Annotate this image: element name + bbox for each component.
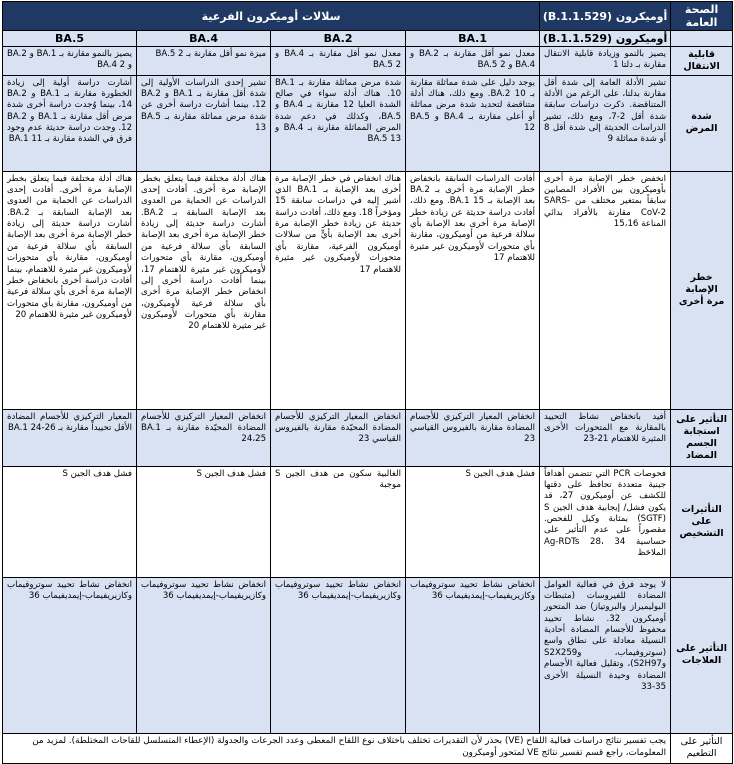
table-row: [3, 409, 733, 466]
cell-diagnostics-impact-ba2: الغالبية سكون من هدف الجين S موجبة: [271, 466, 406, 577]
cell-reinfection-risk-ba5: هناك أدلة مختلفة فيما يتعلق بخطر الإصابة مرة أخرى. أفادت إحدى الدراسات عن الحماية من العدوى بعد الإصابة السابقة بـ BA.2. أشارت دراسة حديثة إلى زيادة خطر الإصابة مرة أخرى بعد الإصابة السابقة بأي سلالة فرعية من أوميكرون، مقارنة بأي متحورات لأوميكرون غير مثيرة للاهتمام، بينما أفادت دراسة أخرى بانخفاض خطر الإصابة مرة أخرى بأي سلالة فرعية من أوميكرون، مقارنة بأي متحورات لأوميكرون غير مثيرة للاهتمام 20: [3, 171, 137, 409]
cell-transmissibility-ba2: معدل نمو أقل مقارنة بـ BA.4 و BA.5 2: [271, 47, 406, 76]
row-label-diagnostics-impact: التأثيرات على التشخيص: [671, 466, 733, 577]
omicron-header: أوميكرون (B.1.1.529): [540, 2, 671, 31]
cell-diagnostics-impact-omicron: فحوصات PCR التي تتضمن أهدافاً جينية متعددة تحافظ على دقتها للكشف عن أوميكرون 27، قد يكون فشل/ إيجابية هدف الجين S (SGTF) بمثابة وكيل للفحص. مقصوراً على عدم التأثير على حساسية Ag-RDTs 28، 34 الملاحَظ: [540, 466, 671, 577]
cell-transmissibility-omicron: يصيز بالنمو وزيادة قابلية الانتقال مقارنة بـ دلتا 1: [540, 47, 671, 76]
cell-reinfection-risk-ba2: هناك انخفاض في خطر الإصابة مرة أخرى بعد الإصابة بـ BA.1 الذي أشير إليه في دراسات سابقة 15 ومؤخراً 18. ومع ذلك، أفادت دراسة حديثة عن زيادة خطر الإصابة مرة أخرى بعد الإصابة بأيٍّ من سلالات أوميكرون الفرعية، مقارنة بأي متحورات لأوميكرون غير مثيرة للاهتمام 17: [271, 171, 406, 409]
cell-reinfection-risk-ba4: هناك أدلة مختلفة فيما يتعلق بخطر الإصابة مرة أخرى. أفادت إحدى الدراسات عن الحماية من العدوى بعد الإصابة السابقة بـ BA.2. أشارت دراسة حديثة إلى زيادة خطر الإصابة مرة أخرى بعد الإصابة السابقة بأي سلالة فرعية من أوميكرون، مقارنة بأي متحورات لأوميكرون غير مثيرة للاهتمام 17، بينما أفادت دراسة أخرى إلى انخفاض خطر الإصابة مرة أخرى بأي سلالة فرعية لأوميكرون، مقارنة بأي متحورات لأوميكرون غير مثيرة للاهتمام 20: [137, 171, 271, 409]
column-header-blank: [671, 31, 733, 47]
cell-disease-severity-omicron: تشير الأدلة العامة إلى شدة أقل مقارنة بدلتا، على الرغم من الأدلة المتناقضة. ذكرت دراسات سابقة شدة أقل 2-7، ومع ذلك، تشير الدراسات الحديثة إلى شدة أقل 8 أو شدة مماثلة 9: [540, 75, 671, 171]
cell-transmissibility-ba5: يصيز بالنمو مقارنة بـ BA.1 و BA.2 و BA.4 2: [3, 47, 137, 76]
cell-disease-severity-ba4: تشير إحدى الدراسات الأولية إلى شدة أقل مقارنة بـ BA.1 و BA.2 12، بينما أشارت دراسة أخرى عن شدة مرض مماثلة مقارنة بـ BA.5 13: [137, 75, 271, 171]
table-body: [3, 47, 733, 734]
omicron-comparison-table: [2, 1, 733, 764]
cell-treatments-impact-ba2: انخفاض نشاط تحييد سوتروفيماب وكازيريفيماب-إيمديفيماب 36: [271, 577, 406, 733]
table-row: [3, 47, 733, 76]
cell-antibody-response-omicron: أفيد بانخفاض نشاط التحييد بالمقارنة مع المتحورات الأخرى المثيرة للاهتمام 21-23: [540, 409, 671, 466]
corner-header: الصحة العامة: [671, 2, 733, 31]
cell-diagnostics-impact-ba4: فشل هدف الجين S: [137, 466, 271, 577]
cell-antibody-response-ba1: انخفاض المعيار التركيزي للأجسام المضادة مقارنة بالفيروس القياسي 23: [406, 409, 540, 466]
cell-reinfection-risk-ba1: أفادت الدراسات السابقة بانخفاض خطر الإصابة مرة أخرى بـ BA.2 بعد الإصابة بـ BA.1 15. ومع ذلك، أفادت دراسة حديثة عن زيادة خطر الإصابة مرة أخرى بعد الإصابة بأي سلالة فرعية من أوميكرون، مقارنة بأي متحورات لأوميكرون غير مثيرة للاهتمام 17: [406, 171, 540, 409]
cell-reinfection-risk-omicron: انخفض خطر الإصابة مرة أخرى بأوميكرون بين الأفراد المصابين سابقاً بمتغير مختلف من SARS-CoV-2 مقارنة بالأفراد بدائي المناعة 15،16: [540, 171, 671, 409]
vaccination-row-label: التأثير على التطعيم: [671, 733, 733, 763]
table-row: [3, 577, 733, 733]
table-row: [3, 75, 733, 171]
row-label-disease-severity: شدة المرض: [671, 75, 733, 171]
row-label-antibody-response: التأثير على استجابة الجسم المضاد: [671, 409, 733, 466]
row-label-transmissibility: قابلية الانتقال: [671, 47, 733, 76]
cell-treatments-impact-omicron: لا يوجد فرق في فعالية العوامل المضادة للفيروسات (مثبطات البوليميراز والبروتياز) ضد المتحور أوميكرون 32. نشاط تحييد محفوظ للأجسام المضادة أحادية النسيلة معادلة على نطاق واسع (سوتروفيماب، وS2X259 وS2H97)، وتقليل فعالية الأجسام المضادة وحيدة النسيلة الأخرى 35-33: [540, 577, 671, 733]
cell-treatments-impact-ba4: انخفاض نشاط تحييد سوتروفيماب وكازيريفيماب-إيمديفيماب 36: [137, 577, 271, 733]
subvariants-header: سلالات أوميكرون الفرعية: [3, 2, 540, 31]
cell-treatments-impact-ba5: انخفاض نشاط تحييد سوتروفيماب وكازيريفيماب-إيمديفيماب 36: [3, 577, 137, 733]
cell-transmissibility-ba4: ميزة نمو أقل مقارنة بـ BA.5 2: [137, 47, 271, 76]
column-header-ba4: BA.4: [137, 31, 271, 47]
column-header-ba2: BA.2: [271, 31, 406, 47]
table-row: [3, 171, 733, 409]
cell-diagnostics-impact-ba1: فشل هدف الجين S: [406, 466, 540, 577]
cell-transmissibility-ba1: معدل نمو أقل مقارنة بـ BA.2 و BA.4 و BA.5 2: [406, 47, 540, 76]
column-header-omicron: أوميكرون (B.1.1.529): [540, 31, 671, 47]
cell-antibody-response-ba5: المعيار التركيزي للأجسام المضادة الأقل تحييداً مقارنة بـ BA.1 24-26: [3, 409, 137, 466]
row-label-reinfection-risk: خطر الإصابة مرة أخرى: [671, 171, 733, 409]
cell-diagnostics-impact-ba5: فشل هدف الجين S: [3, 466, 137, 577]
cell-antibody-response-ba2: انخفاض المعيار التركيزي للأجسام المضادة المحيّدة مقارنة بالفيروس القياسي 23: [271, 409, 406, 466]
cell-treatments-impact-ba1: انخفاض نشاط تحييد سوتروفيماب وكازيريفيماب-إيمديفيماب 36: [406, 577, 540, 733]
cell-disease-severity-ba2: شدة مرض مماثلة مقارنة بـ BA.1 10. هناك أدلة سواء في صالح الشدة العليا 12 مقارنة بـ BA.4 و BA.5، وكذلك في دعم شدة المرض المماثلة مقارنة بـ BA.4 و BA.5 13: [271, 75, 406, 171]
table-row: [3, 466, 733, 577]
cell-disease-severity-ba5: أشارت دراسة أولية إلى زيادة الخطورة مقارنة بـ BA.1 و BA.2 14، بينما وُجدت دراسة أخرى شدة مرض أقل مقارنة بـ BA.1 و BA.2 12. وجدت دراسة حديثة عدم وجود فرق في الشدة مقارنة بـ BA.1 11: [3, 75, 137, 171]
cell-antibody-response-ba4: انخفاض المعيار التركيزي للأجسام المضادة المحيّدة مقارنة بـ BA.1 24،25: [137, 409, 271, 466]
row-label-treatments-impact: التأثير على العلاجات: [671, 577, 733, 733]
column-header-ba1: BA.1: [406, 31, 540, 47]
vaccination-note: يجب تفسير نتائج دراسات فعالية اللقاح (VE) بحذر لأن التقديرات تختلف باختلاف نوع اللقاح المعطى وعدد الجرعات والجدولة (الإعطاء المتسلسل للقاحات المختلطة). لمزيد من المعلومات، راجع قسم تفسير نتائج VE لمتحور أوميكرون: [3, 733, 671, 763]
cell-disease-severity-ba1: يوجد دليل على شدة مماثلة مقارنة بـ BA.2 10. ومع ذلك، هناك أدلة متناقضة لتحديد شدة مرض مماثلة أو أعلى مقارنة بـ BA.4 و BA.5 12: [406, 75, 540, 171]
column-header-ba5: BA.5: [3, 31, 137, 47]
